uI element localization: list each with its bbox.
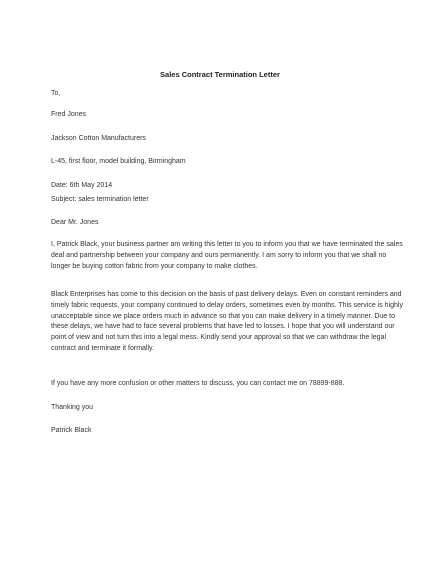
paragraph-2-line: contract and terminate it formally.: [51, 344, 154, 352]
paragraph-2-line: point of view and not turn this into a legal mess. Kindly send your approval so that we can withdraw the legal: [51, 334, 387, 342]
paragraph-2-line: these delays, we have had to face several problems that have led to losses. I hope that you will understand our: [51, 323, 395, 331]
paragraph-2-line: Black Enterprises has come to this decision on the basis of past delivery delays. Even on constant reminders and: [51, 291, 402, 298]
letter-subject: Subject: sales termination letter: [51, 196, 149, 203]
paragraph-1-line: deal and partnership between your company and ours permanently. I am sorry to inform you that we shall no: [51, 251, 387, 259]
paragraph-3: If you have any more confusion or other matters to discuss, you can contact me on 78899-888.: [51, 380, 345, 387]
to-line: To,: [51, 90, 61, 97]
recipient-name: Fred Jones: [51, 111, 87, 118]
recipient-company: Jackson Cotton Manufacturers: [51, 135, 146, 142]
paragraph-2-line: unacceptable since we place orders much in advance so that you can make delivery in a timely manner. Due to: [51, 312, 395, 320]
paragraph-2: [51, 290, 413, 355]
recipient-address: L-45, first floor, model building, Birmingham: [51, 158, 186, 165]
paragraph-2-line: timely fabric requests, your company continued to delay orders, sometimes even by months. This service is highly: [51, 301, 403, 309]
letter-date: Date: 6th May 2014: [51, 182, 113, 189]
paragraph-1-line: I, Patrick Black, your business partner am writing this letter to you to inform you that we have terminated the sales: [51, 241, 403, 248]
signature: Patrick Black: [51, 427, 92, 434]
salutation: Dear Mr. Jones: [51, 219, 99, 226]
paragraph-1: [51, 240, 413, 272]
paragraph-1-line: longer be buying cotton fabric from your company to make clothes.: [51, 262, 258, 270]
letter-title: Sales Contract Termination Letter: [160, 70, 280, 79]
closing: Thanking you: [51, 404, 94, 411]
